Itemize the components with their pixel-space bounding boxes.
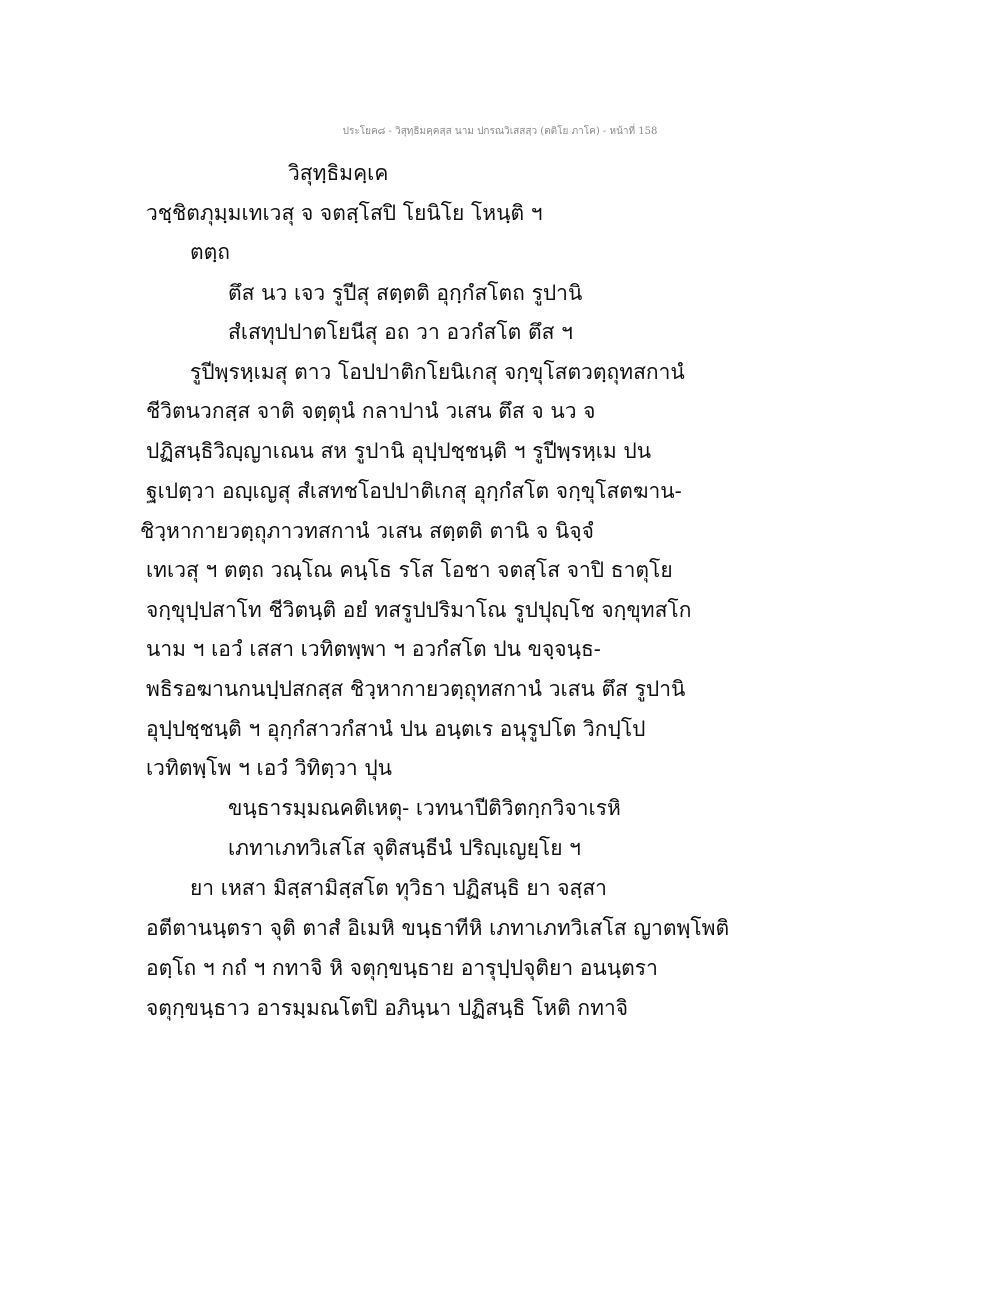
text-line: ชิวฺหากายวตฺถุภาวทสกานํ วเสน สตฺตติ ตานิ จ นิจฺจํ xyxy=(140,519,594,543)
text-line: นาม ฯ เอวํ เสสา เวทิตพฺพา ฯ อวกํสโต ปน ขจฺจนฺธ- xyxy=(146,637,601,661)
text-line: ยา เหสา มิสฺสามิสฺสโต ทุวิธา ปฏิสนฺธิ ยา จสฺสา xyxy=(190,876,607,900)
text-line: อตฺโถ ฯ กถํ ฯ กทาจิ หิ จตุกฺขนฺธาย อารุปฺปจุติยา อนนฺตรา xyxy=(146,956,658,980)
text-line: อตีตานนฺตรา จุติ ตาสํ อิเมหิ ขนฺธาทีหิ เภทาเภทวิเสโส ญาตพฺโพติ xyxy=(146,916,730,940)
verse-line: ตึส นว เจว รูปีสุ สตฺตติ อุกฺกํสโตถ รูปานิ xyxy=(228,281,583,305)
text-line: พธิรอฆานกนปฺปสกสฺส ชิวฺหากายวตฺถุทสกานํ วเสน ตึส รูปานิ xyxy=(146,677,686,701)
running-header: ประโยค๘ - วิสุทฺธิมคฺคสฺส นาม ปกรณวิเสสสฺว (ตติโย ภาโค) - หน้าที่ 158 xyxy=(342,126,658,137)
verse-line: เภทาเภทวิเสโส จุติสนฺธีนํ ปริญฺเญยฺโย ฯ xyxy=(228,836,581,860)
text-line: ฐเปตฺวา อญฺเญสุ สํเสทชโอปปาติเกสุ อุกฺกํสโต จกฺขุโสตฆาน- xyxy=(146,479,682,503)
text-line: ชีวิตนวกสฺส จาติ จตฺตุนํ กลาปานํ วเสน ตึส จ นว จ xyxy=(146,399,596,423)
section-title: วิสุทฺธิมคฺเค xyxy=(288,161,389,185)
text-line: ตตฺถ xyxy=(190,240,230,264)
text-line: อุปฺปชฺชนฺติ ฯ อุกฺกํสาวกํสานํ ปน อนฺตเร อนุรูปโต วิกปฺโป xyxy=(146,717,646,741)
text-line: เทเวสุ ฯ ตตฺถ วณฺโณ คนฺโธ รโส โอชา จตสฺโส จาปิ ธาตุโย xyxy=(146,558,673,582)
text-line: รูปีพฺรหฺเมสุ ตาว โอปปาติกโยนิเกสุ จกฺขุโสตวตฺถุทสกานํ xyxy=(190,360,685,384)
text-line: วชฺชิตภุมฺมเทเวสุ จ จตสฺโสปิ โยนิโย โหนฺติ ฯ xyxy=(146,201,543,225)
text-line: จตุกฺขนฺธาว อารมฺมณโตปิ อภินฺนา ปฏิสนฺธิ โหติ กทาจิ xyxy=(146,996,629,1020)
text-line: เวทิตพฺโพ ฯ เอวํ วิทิตฺวา ปุน xyxy=(146,756,393,780)
verse-line: สํเสทุปปาตโยนีสุ อถ วา อวกํสโต ตึส ฯ xyxy=(228,320,573,344)
text-line: จกฺขุปฺปสาโท ชีวิตนฺติ อยํ ทสรูปปริมาโณ รูปปุญฺโช จกฺขุทสโก xyxy=(146,598,692,622)
verse-line: ขนฺธารมฺมณคติเหตุ- เวทนาปีติวิตกฺกวิจาเรหิ xyxy=(228,796,621,820)
text-line: ปฏิสนฺธิวิญฺญาเณน สห รูปานิ อุปฺปชฺชนฺติ ฯ รูปีพฺรหฺเม ปน xyxy=(146,439,652,463)
